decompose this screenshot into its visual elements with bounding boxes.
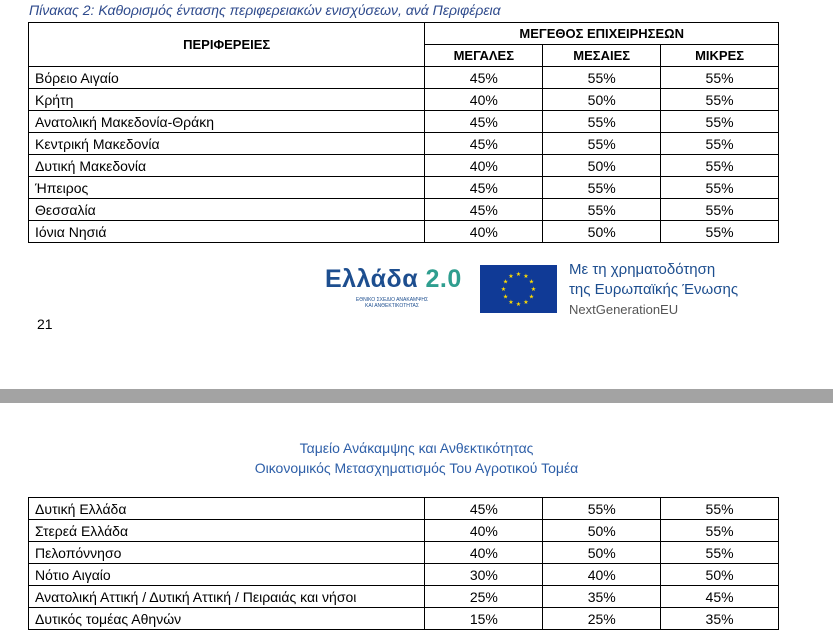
table-row [29,199,779,221]
small-value: 55% [661,221,779,243]
region-cell: Δυτική Ελλάδα [29,498,425,520]
greece-logo-version: 2.0 [425,265,462,293]
medium-value: 50% [543,89,661,111]
small-value: 55% [661,67,779,89]
region-cell: Βόρειο Αιγαίο [29,67,425,89]
large-value: 45% [425,498,543,520]
eu-star-icon: ★ [508,299,514,306]
eu-star-icon: ★ [528,294,535,301]
medium-value: 55% [543,498,661,520]
eu-funding-line-1: Με τη χρηματοδότηση [569,261,716,278]
regions-header: ΠΕΡΙΦΕΡΕΙΕΣ [29,23,425,67]
region-cell: Δυτική Μακεδονία [29,155,425,177]
greece-logo-text: Ελλάδα [325,265,419,293]
medium-value: 55% [543,177,661,199]
table-row [29,542,779,564]
page-header-line-2: Οικονομικός Μετασχηματισμός Του Αγροτικού Τομέα [254,460,579,476]
table-row [29,608,779,630]
region-cell: Ήπειρος [29,177,425,199]
large-value: 45% [425,67,543,89]
medium-header: ΜΕΣΑΙΕΣ [543,45,661,67]
small-value: 55% [661,155,779,177]
table-row [29,111,779,133]
region-cell: Ανατολική Αττική / Δυτική Αττική / Πειραιάς και νήσοι [29,586,425,608]
large-value: 40% [425,221,543,243]
table-row [29,586,779,608]
table-row [29,221,779,243]
eu-star-icon: ★ [515,272,522,278]
small-value: 55% [661,177,779,199]
small-value: 55% [661,89,779,111]
small-value: 50% [661,564,779,586]
table-row [29,498,779,520]
region-cell: Πελοπόννησο [29,542,425,564]
medium-value: 25% [543,608,661,630]
large-value: 30% [425,564,543,586]
medium-value: 50% [543,520,661,542]
large-value: 45% [425,177,543,199]
large-header: ΜΕΓΑΛΕΣ [425,45,543,67]
large-value: 25% [425,586,543,608]
large-value: 45% [425,199,543,221]
medium-value: 55% [543,199,661,221]
table-row [29,133,779,155]
table-row [29,67,779,89]
eu-funding-line-2: της Ευρωπαϊκής Ένωσης [569,281,739,298]
small-value: 55% [661,520,779,542]
eu-star-icon: ★ [502,279,509,286]
eu-star-icon: ★ [515,302,522,308]
medium-value: 55% [543,133,661,155]
table-row [29,177,779,199]
medium-value: 55% [543,67,661,89]
greece-logo-sub-1: ΕΘΝΙΚΟ ΣΧΕΔΙΟ ΑΝΑΚΑΜΨΗΣ [355,297,429,303]
medium-value: 50% [543,221,661,243]
region-cell: Ανατολική Μακεδονία-Θράκη [29,111,425,133]
regional-aid-table-continued [28,497,779,630]
eu-star-icon: ★ [523,299,529,306]
table-row [29,520,779,542]
page-number: 21 [37,316,53,332]
large-value: 40% [425,89,543,111]
eu-star-icon: ★ [508,274,514,281]
small-value: 35% [661,608,779,630]
region-cell: Ιόνια Νησιά [29,221,425,243]
page-header-line-1: Ταμείο Ανάκαμψης και Ανθεκτικότητας [299,440,534,456]
region-cell: Δυτικός τομέας Αθηνών [29,608,425,630]
large-value: 40% [425,155,543,177]
region-cell: Νότιο Αιγαίο [29,564,425,586]
eu-star-icon: ★ [523,274,529,281]
medium-value: 40% [543,564,661,586]
table-caption: Πίνακας 2: Καθορισμός έντασης περιφερειακών ενισχύσεων, ανά Περιφέρεια [29,2,501,18]
greece-logo-sub-2: ΚΑΙ ΑΝΘΕΚΤΙΚΟΤΗΤΑΣ [365,303,419,309]
medium-value: 55% [543,111,661,133]
region-cell: Κεντρική Μακεδονία [29,133,425,155]
next-generation-eu: NextGenerationEU [569,302,679,317]
regional-aid-table [28,22,779,243]
large-value: 15% [425,608,543,630]
large-value: 40% [425,542,543,564]
small-value: 45% [661,586,779,608]
region-cell: Στερεά Ελλάδα [29,520,425,542]
small-value: 55% [661,498,779,520]
medium-value: 35% [543,586,661,608]
medium-value: 50% [543,155,661,177]
small-value: 55% [661,133,779,155]
table-row [29,564,779,586]
region-cell: Κρήτη [29,89,425,111]
table-row [29,155,779,177]
large-value: 45% [425,133,543,155]
small-header: ΜΙΚΡΕΣ [661,45,779,67]
table-row [29,89,779,111]
eu-star-icon: ★ [502,294,509,301]
small-value: 55% [661,111,779,133]
page-separator [0,389,833,403]
large-value: 40% [425,520,543,542]
medium-value: 50% [543,542,661,564]
small-value: 55% [661,542,779,564]
eu-star-icon: ★ [500,287,507,293]
eu-star-icon: ★ [530,287,537,293]
large-value: 45% [425,111,543,133]
eu-flag-icon [480,265,557,313]
eu-star-icon: ★ [528,279,535,286]
company-size-header: ΜΕΓΕΘΟΣ ΕΠΙΧΕΙΡΗΣΕΩΝ [425,23,779,45]
small-value: 55% [661,199,779,221]
region-cell: Θεσσαλία [29,199,425,221]
